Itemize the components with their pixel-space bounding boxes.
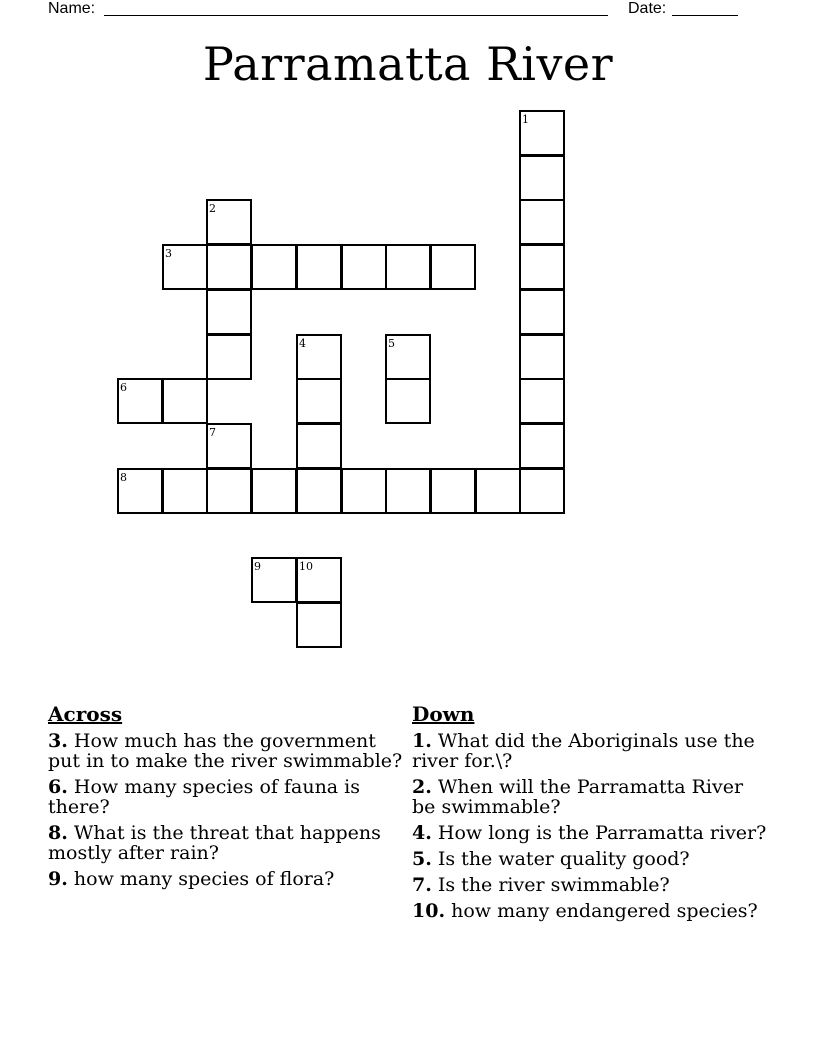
clue-number: 6 <box>120 381 127 394</box>
grid-cell[interactable] <box>296 244 342 290</box>
grid-cell[interactable] <box>519 110 565 156</box>
down-clues <box>412 702 772 927</box>
grid-cell[interactable] <box>117 378 163 424</box>
grid-cell[interactable] <box>385 468 431 514</box>
grid-cell[interactable] <box>206 199 252 245</box>
grid-cell[interactable] <box>296 557 342 603</box>
clue-text: What did the Aboriginals use the river for.\? <box>412 730 755 772</box>
clue-text: Is the water quality good? <box>437 848 690 870</box>
grid-cell[interactable] <box>519 334 565 380</box>
grid-cell[interactable] <box>519 378 565 424</box>
grid-cell[interactable] <box>206 334 252 380</box>
clue-number: 5 <box>388 337 395 350</box>
grid-cell[interactable] <box>162 378 208 424</box>
grid-cell[interactable] <box>519 423 565 469</box>
clue-number: 1 <box>522 113 529 126</box>
down-clue <box>412 823 772 843</box>
grid-cell[interactable] <box>206 289 252 335</box>
clue-number: 9 <box>254 560 261 573</box>
grid-cell[interactable] <box>206 423 252 469</box>
clue-number: 7. <box>412 874 432 896</box>
clue-number: 8. <box>48 822 68 844</box>
clue-number: 4 <box>299 337 306 350</box>
grid-cell[interactable] <box>206 468 252 514</box>
grid-cell[interactable] <box>519 199 565 245</box>
clue-number: 5. <box>412 848 432 870</box>
grid-cell[interactable] <box>385 378 431 424</box>
clue-number: 9. <box>48 868 68 890</box>
grid-cell[interactable] <box>519 155 565 201</box>
clue-number: 4. <box>412 822 432 844</box>
clue-text: How many species of fauna is there? <box>48 776 361 818</box>
down-clue <box>412 901 772 921</box>
down-clue <box>412 777 772 817</box>
clue-number: 3. <box>48 730 68 752</box>
grid-cell[interactable] <box>162 244 208 290</box>
clue-text: how many species of flora? <box>73 868 335 890</box>
name-label: Name: <box>48 0 96 17</box>
clue-number: 2. <box>412 776 432 798</box>
grid-cell[interactable] <box>430 468 476 514</box>
clue-text: What is the threat that happens mostly after rain? <box>48 822 381 864</box>
grid-cell[interactable] <box>341 468 387 514</box>
grid-cell[interactable] <box>296 423 342 469</box>
clue-number: 10. <box>412 900 446 922</box>
down-clue-list <box>412 731 772 921</box>
across-clue-list <box>48 731 403 889</box>
grid-cell[interactable] <box>430 244 476 290</box>
clue-number: 3 <box>165 247 172 260</box>
grid-cell[interactable] <box>251 468 297 514</box>
clue-text: how many endangered species? <box>451 900 758 922</box>
grid-cell[interactable] <box>385 244 431 290</box>
grid-cell[interactable] <box>296 334 342 380</box>
down-clue <box>412 731 772 771</box>
down-clue <box>412 849 772 869</box>
grid-cell[interactable] <box>296 378 342 424</box>
clue-number: 2 <box>209 202 216 215</box>
grid-cell[interactable] <box>206 244 252 290</box>
grid-cell[interactable] <box>519 244 565 290</box>
down-clue <box>412 875 772 895</box>
across-clue <box>48 869 403 889</box>
grid-cell[interactable] <box>251 557 297 603</box>
across-heading: Across <box>48 702 123 726</box>
clue-text: How long is the Parramatta river? <box>437 822 767 844</box>
clue-text: When will the Parramatta River be swimmable? <box>412 776 744 818</box>
across-clues <box>48 702 403 895</box>
grid-cell[interactable] <box>162 468 208 514</box>
clue-number: 7 <box>209 426 216 439</box>
clue-number: 10 <box>299 560 313 573</box>
grid-cell[interactable] <box>519 468 565 514</box>
grid-cell[interactable] <box>251 244 297 290</box>
clue-number: 1. <box>412 730 432 752</box>
across-clue <box>48 731 403 771</box>
page-title: Parramatta River <box>202 37 614 91</box>
grid-cell[interactable] <box>296 468 342 514</box>
clue-number: 6. <box>48 776 68 798</box>
across-clue <box>48 823 403 863</box>
grid-cell[interactable] <box>341 244 387 290</box>
grid-cell[interactable] <box>519 289 565 335</box>
grid-cell[interactable] <box>475 468 521 514</box>
down-heading: Down <box>412 702 475 726</box>
clue-number: 8 <box>120 471 127 484</box>
grid-cell[interactable] <box>296 602 342 648</box>
clue-text: How much has the government put in to make the river swimmable? <box>48 730 403 772</box>
across-clue <box>48 777 403 817</box>
grid-cell[interactable] <box>385 334 431 380</box>
clue-text: Is the river swimmable? <box>437 874 670 896</box>
grid-cell[interactable] <box>117 468 163 514</box>
date-label: Date: <box>628 0 667 17</box>
